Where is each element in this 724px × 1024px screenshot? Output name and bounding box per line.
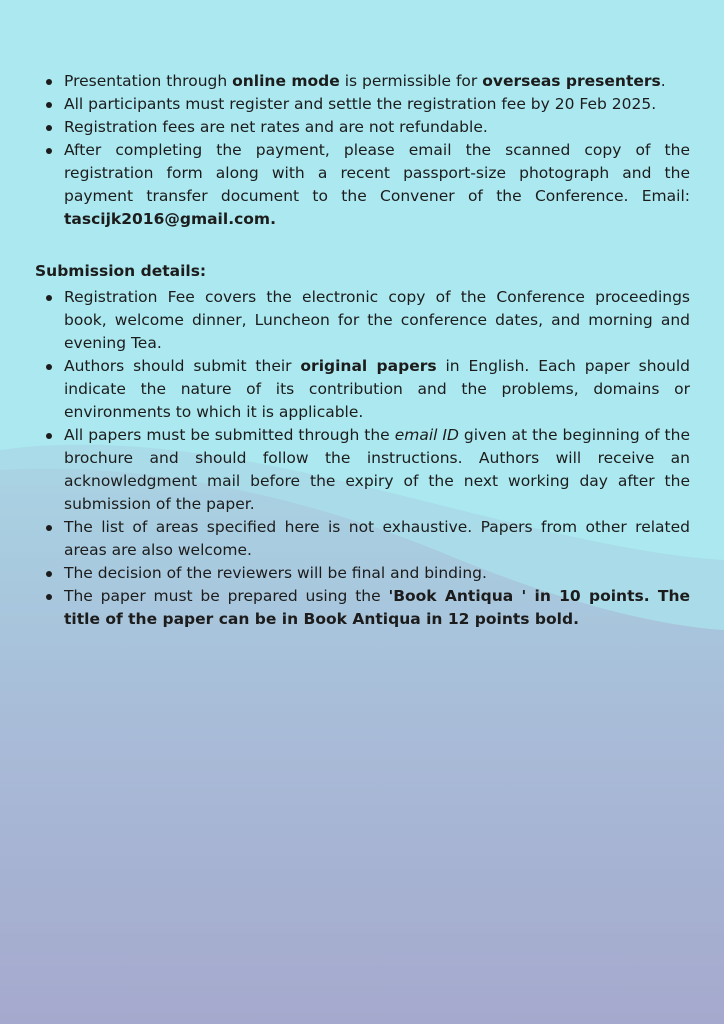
list-item-fee-coverage: [64, 286, 690, 355]
item-text: Authors should submit their: [64, 357, 301, 375]
emphasis-font-instructions: 'Book Antiqua ' in 10 points. The title of the paper can be in Book Antiqua in 12 points bold.: [64, 587, 690, 628]
item-text: given at the beginning of the brochure and should follow the instructions. Authors will receive an acknowledgment mail before the expiry of the next working day after the submission of the paper.: [64, 426, 690, 513]
item-text: Presentation through: [64, 72, 233, 90]
submission-details-heading: Submission details:: [35, 262, 207, 280]
item-text: Registration fees are net rates and are not refundable.: [64, 118, 488, 136]
item-text: The list of areas specified here is not exhaustive. Papers from other related areas are also welcome.: [64, 518, 690, 559]
list-item-areas-not-exhaustive: [64, 516, 690, 562]
item-text: After completing the payment, please email the scanned copy of the registration form along with a recent passport-size photograph and the payment transfer document to the Convener of the Conference. Email:: [64, 141, 690, 205]
item-text: Registration Fee covers the electronic copy of the Conference proceedings book, welcome dinner, Luncheon for the conference dates, and morning and evening Tea.: [64, 288, 690, 352]
general-notes-list: [64, 70, 690, 231]
item-text: in English. Each paper should indicate the nature of its contribution and the problems, domains or environments to which it is applicable.: [64, 357, 691, 421]
contact-email: tascijk2016@gmail.com.: [64, 210, 276, 228]
emphasis-email-id: email ID: [394, 426, 459, 444]
item-text: All participants must register and settle the registration fee by 20 Feb 2025.: [64, 95, 657, 113]
list-item-formatting: [64, 585, 690, 631]
emphasis-original-papers: original papers: [300, 357, 437, 375]
submission-details-list: [64, 286, 690, 631]
list-item-fees-non-refundable: [64, 116, 690, 139]
emphasis-overseas-presenters: overseas presenters: [482, 72, 661, 90]
item-text: .: [660, 72, 666, 90]
item-text: The paper must be prepared using the: [64, 587, 389, 605]
list-item-online-mode: [64, 70, 690, 93]
list-item-registration-deadline: [64, 93, 690, 116]
item-text: The decision of the reviewers will be final and binding.: [64, 564, 487, 582]
item-text: is permissible for: [339, 72, 483, 90]
list-item-original-papers: [64, 355, 690, 424]
list-item-payment-email: [64, 139, 690, 231]
list-item-submission-method: [64, 424, 690, 516]
item-text: All papers must be submitted through the: [64, 426, 395, 444]
emphasis-online-mode: online mode: [232, 72, 340, 90]
list-item-reviewers-decision: [64, 562, 690, 585]
